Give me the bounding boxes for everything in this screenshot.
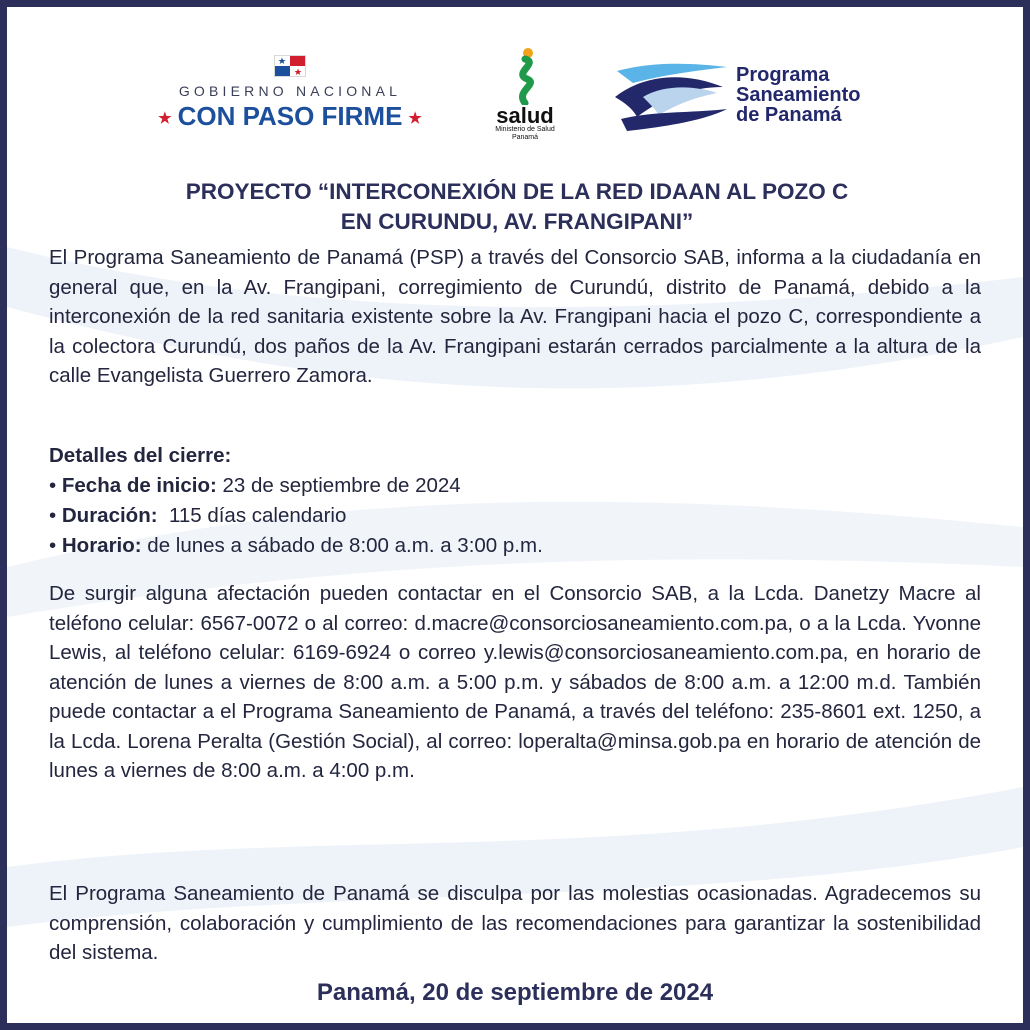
detail-item-start-date: • Fecha de inicio: 23 de septiembre de 2024 [49,474,461,497]
title-line-2: EN CURUNDU, AV. FRANGIPANI” [340,209,694,234]
salud-wordmark: salud [496,103,554,128]
detail-item-schedule: • Horario: de lunes a sábado de 8:00 a.m. a 3:00 p.m. [49,534,543,557]
psp-line-3: de Panamá [736,104,842,126]
logo-strip [7,47,1023,147]
detail-item-duration: • Duración: 115 días calendario [49,504,347,527]
minsa-salud-logo [485,47,565,142]
contact-paragraph: De surgir alguna afectación pueden contactar en el Consorcio SAB, a la Lcda. Danetzy Macre al teléfono celular: 6567-0072 o al correo: d.macre@consorciosaneamiento.com.pa, o a la Lcda. Yvonne Lewis, al teléfono celular: 6169-6924 o correo y.lewis@consorciosaneamiento.com.pa, en horario de atención de lunes a viernes de 8:00 a.m. a 5:00 p.m. y sábados de 8:00 a.m. a 12:00 m.d. También puede contactar a el Programa Saneamiento de Panamá, a través del teléfono: 235-8601 ext. 1250, a la Lcda. Lorena Peralta (Gestión Social), al correo: loperalta@minsa.gob.pa en horario de atención de lunes a viernes de 8:00 a.m. a 4:00 p.m. [49,582,981,782]
salud-subtitle-1: Ministerio de Salud [495,126,555,133]
detail-label: Duración: [61,504,158,527]
caduceus-icon [505,47,545,105]
gobierno-main-text: CON PASO FIRME [177,101,403,131]
psp-line-2: Saneamiento [736,84,861,106]
gobierno-nacional-logo [145,55,435,132]
closure-details [49,441,543,561]
notice-title [67,177,967,237]
closing-paragraph: El Programa Saneamiento de Panamá se disculpa por las molestias ocasionadas. Agradecemos su comprensión, colaboración y cumplimiento de las recomendaciones para garantizar la sostenibilidad del sistema. [49,882,981,964]
detail-label: Fecha de inicio: [61,474,217,497]
star-icon: ★ [158,110,172,128]
salud-subtitle-2: Panamá [511,134,539,141]
panama-flag-icon [274,55,306,77]
gobierno-top-text: GOBIERNO NACIONAL [178,83,402,99]
detail-value: de lunes a sábado de 8:00 a.m. a 3:00 p.m. [141,534,543,557]
intro-paragraph: El Programa Saneamiento de Panamá (PSP) a través del Consorcio SAB, informa a la ciudadanía en general que, en la Av. Frangipani, corregimiento de Curundú, distrito de Panamá, debido a la interconexión de la red sanitaria existente sobre la Av. Frangipani hacia el pozo C, correspondiente a la colectora Curundú, dos paños de la Av. Frangipani estarán cerrados parcialmente a la altura de la calle Evangelista Guerrero Zamora. [49,246,981,387]
dolphin-wave-icon [613,57,731,137]
detail-value: 23 de septiembre de 2024 [216,474,461,497]
star-icon: ★ [408,110,422,128]
detail-label: Horario: [61,534,142,557]
psp-line-1: Programa [736,64,830,86]
details-heading: Detalles del cierre: [49,444,232,467]
psp-logo [613,57,913,137]
detail-value: 115 días calendario [157,504,347,527]
title-line-1: PROYECTO “INTERCONEXIÓN DE LA RED IDAAN AL POZO C [185,179,849,204]
issue-date: Panamá, 20 de septiembre de 2024 [316,979,714,1006]
